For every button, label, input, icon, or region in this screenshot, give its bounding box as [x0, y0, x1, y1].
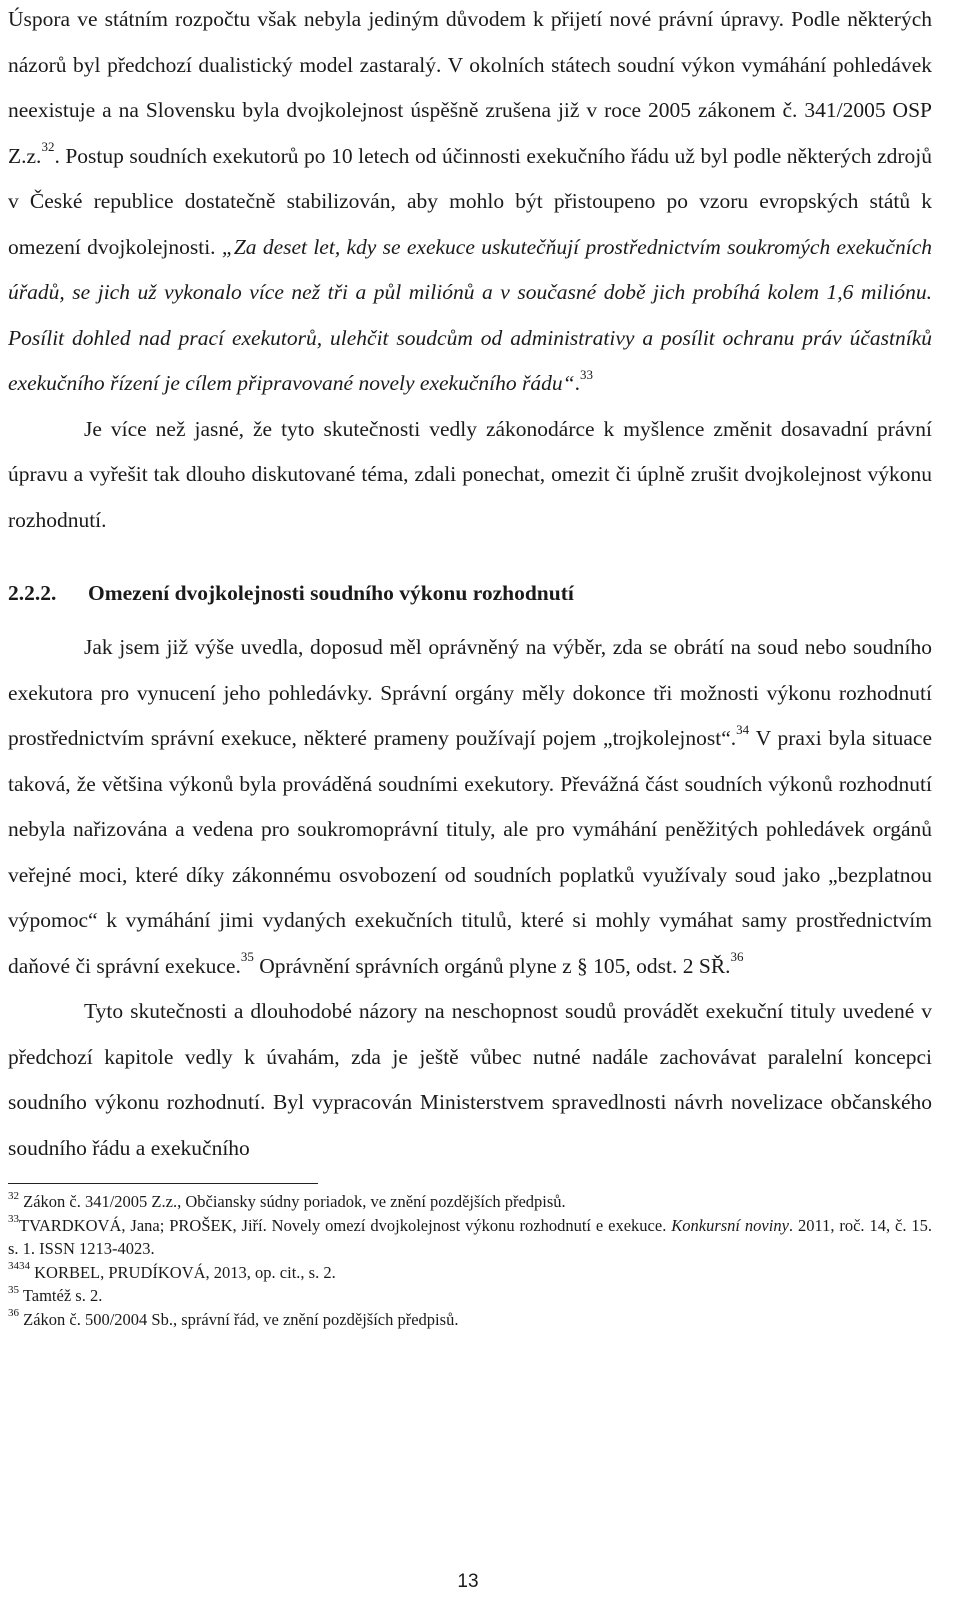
footnote-mark: 36 — [8, 1307, 19, 1319]
footnote-ref-33[interactable]: 33 — [579, 366, 593, 382]
paragraph-1-text: Úspora ve státním rozpočtu však nebyla jediným důvodem k přijetí nové právní úpravy. Podle některých názorů byl předchozí dualistický model zastaralý. V okolních státech soudní výkon vymáhání pohledávek neexistuje a na Slovensku byla dvojkolejnost úspěšně zrušena již v roce 2005 zákonem č. 341/2005 OSP Z.z. — [8, 7, 932, 168]
footnote-ref-34[interactable]: 34 — [736, 721, 750, 737]
section-number: 2.2.2. — [8, 581, 57, 605]
paragraph-4: Tyto skutečnosti a dlouhodobé názory na neschopnost soudů provádět exekuční tituly uvedené v předchozí kapitole vedly k úvahám, zda je ještě vůbec nutné nadále zachovávat paralelní koncepci soudního výkonu rozhodnutí. Byl vypracován Ministerstvem spravedlnosti návrh novelizace občanského soudního řádu a exekučního — [8, 999, 932, 1160]
footnote-text: TVARDKOVÁ, Jana; PROŠEK, Jiří. Novely omezí dvojkolejnost výkonu rozhodnutí e exekuce. — [19, 1215, 672, 1235]
footnote-33 — [8, 1214, 932, 1261]
section-heading — [8, 573, 932, 613]
footnote-mark: 33 — [8, 1213, 19, 1225]
footnote-journal: Konkursní noviny — [671, 1215, 789, 1235]
footnote-ref-32[interactable]: 32 — [41, 139, 55, 155]
footnote-text: KORBEL, PRUDÍKOVÁ, 2013, op. cit., s. 2. — [30, 1262, 336, 1282]
page-number: 13 — [457, 1571, 479, 1592]
quote-italic: „Za deset let, kdy se exekuce uskutečňují prostřednictvím soukromých exekučních úřadů, se jich už vykonalo více než tři a půl miliónů a v současné době jich probíhá kolem 1,6 miliónu. Posílit dohled nad prací exekutorů, ulehčit soudcům od administrativy a posílit ochranu práv účastníků exekučního řízení je cílem připravované novely exekučního řádu“ — [8, 234, 932, 395]
footnote-text: Zákon č. 341/2005 Z.z., Občiansky súdny poriadok, ve znění pozdějších předpisů. — [19, 1192, 566, 1211]
footnote-mark: 35 — [8, 1283, 19, 1296]
footnote-mark: 32 — [8, 1189, 19, 1202]
footnote-ref-35[interactable]: 35 — [240, 949, 254, 965]
paragraph-2: Je více než jasné, že tyto skutečnosti vedly zákonodárce k myšlence změnit dosavadní právní úpravu a vyřešit tak dlouho diskutované téma, zdali ponechat, omezit či úplně zrušit dvojkolejnost výkonu rozhodnutí. — [8, 416, 932, 532]
footnote-34 — [8, 1261, 932, 1285]
paragraph-3-text-3: Oprávnění správních orgánů plyne z § 105, odst. 2 SŘ. — [253, 953, 731, 978]
paragraph-3-text: Jak jsem již výše uvedla, doposud měl oprávněný na výběr, zda se obrátí na soud nebo soudního exekutora pro vynucení jeho pohledávky. Správní orgány měly dokonce tři možnosti výkonu rozhodnutí prostřednictvím správní exekuce, některé prameny používají pojem „trojkolejnost“. — [8, 635, 932, 750]
footnote-35 — [8, 1284, 932, 1308]
footnote-separator — [8, 1183, 318, 1184]
footnote-text: Zákon č. 500/2004 Sb., správní řád, ve znění pozdějších předpisů. — [19, 1309, 459, 1329]
footnote-text: Tamtéž s. 2. — [19, 1286, 103, 1305]
section-title: Omezení dvojkolejnosti soudního výkonu rozhodnutí — [88, 581, 574, 605]
footnote-text-tail: . 2011, roč. 14, č. 15. s. 1. ISSN 1213-4023. — [8, 1215, 932, 1258]
paragraph-1-text-2: . Postup soudních exekutorů po 10 letech od účinnosti exekučního řádu už byl podle některých zdrojů v České republice dostatečně stabilizován, aby mohlo být přistoupeno po vzoru evropských států k omezení dvojkolejnosti. — [8, 143, 932, 259]
footnote-32 — [8, 1190, 932, 1214]
paragraph-3-text-2: V praxi byla situace taková, že většina výkonů byla prováděná soudními exekutory. Převážná část soudních výkonů rozhodnutí nebyla nařizována a vedena pro soukromoprávní tituly, ale pro vymáhání peněžitých pohledávek orgánů veřejné moci, které díky zákonnému osvobození od soudních poplatků využívaly soud jako „bezplatnou výpomoc“ k vymáhání jimi vydaných exekučních titulů, které si mohly vymáhat samy prostřednictvím daňové či správní exekuce. — [8, 726, 932, 978]
paragraph-1 — [8, 0, 932, 407]
paragraph-3 — [8, 625, 932, 989]
footnote-36 — [8, 1308, 932, 1332]
footnotes — [8, 1190, 932, 1331]
paragraph-1-end: . — [574, 371, 580, 395]
footnote-mark: 3434 — [8, 1260, 30, 1272]
footnote-ref-36[interactable]: 36 — [730, 949, 744, 965]
document-page — [8, 0, 932, 1331]
